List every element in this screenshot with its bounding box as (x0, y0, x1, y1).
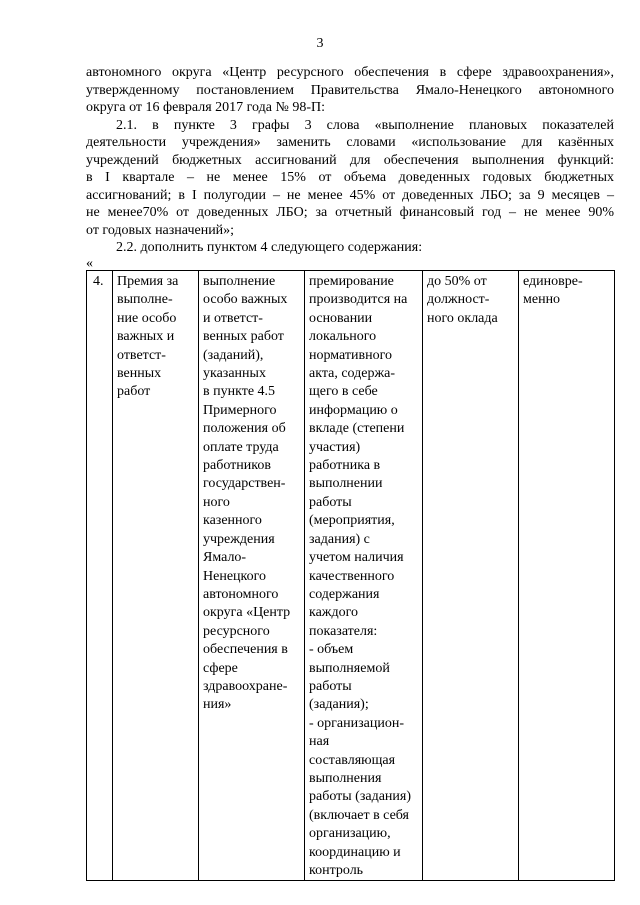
cell-text-line: акта, содержа- (309, 366, 396, 382)
cell-text-line: (мероприятия, (309, 513, 395, 529)
cell-text-line: (заданий), (203, 347, 264, 363)
cell-text-line: организацию, (309, 826, 391, 842)
cell-text-line: работы (309, 678, 352, 694)
cell-text-line: - организацион- (309, 715, 404, 731)
cell-text-line: каждого (309, 605, 358, 621)
cell-number (87, 271, 113, 881)
cell-procedure (305, 271, 423, 881)
cell-text-line: единовре- (523, 274, 583, 289)
paragraph-2-2 (86, 239, 614, 257)
cell-text-line: здравоохране- (203, 678, 288, 694)
cell-text-line: автономного (203, 586, 279, 602)
page-number: 3 (316, 36, 324, 51)
text-line: 2.1. в пункте 3 графы 3 слова «выполнение плановых показателей (116, 117, 614, 133)
cell-text-line: показателя: (309, 623, 378, 639)
cell-text-line: Ямало- (203, 550, 247, 566)
cell-text-line: учреждения (203, 531, 275, 547)
cell-text-line: положения об (203, 421, 286, 437)
text-line: утвержденному постановлением Правительства Ямало-Ненецкого автономного (86, 82, 614, 98)
cell-criteria (199, 271, 305, 881)
cell-text-line: участия) (309, 439, 361, 455)
cell-text-line: венных (117, 366, 162, 382)
cell-text-line: содержания (309, 586, 380, 602)
cell-text-line: учетом наличия (309, 550, 404, 566)
cell-text-line: указанных (203, 366, 266, 382)
cell-text-line: выполнение (203, 274, 276, 289)
cell-text-line: (задания); (309, 697, 369, 713)
cell-text-line: выполнения (309, 770, 382, 786)
cell-text-line: обеспечения в (203, 642, 288, 658)
cell-text-line: государствен- (203, 476, 286, 492)
table-row (87, 271, 615, 881)
cell-text-line: премирование (309, 274, 394, 289)
cell-text-line: сфере (203, 660, 238, 676)
cell-text-line: нормативного (309, 347, 393, 363)
cell-text-line: выполне- (117, 292, 173, 308)
cell-text-line: Премия за (117, 274, 179, 289)
text-line: ассигнований; в I полугодии – не менее 45% от доведенных ЛБО; за 9 месяцев – (86, 187, 614, 203)
cell-text-line: - объем (309, 642, 354, 658)
cell-text-line: ная (309, 734, 330, 750)
cell-text-line: основании (309, 310, 373, 326)
text-line: автономного округа «Центр ресурсного обеспечения в сфере здравоохранения», (86, 65, 614, 80)
cell-title (113, 271, 199, 881)
cell-text-line: локального (309, 329, 377, 345)
cell-text-line: выполнении (309, 476, 383, 492)
cell-text-line: особо важных (203, 292, 288, 308)
cell-text-line: и ответст- (203, 310, 263, 326)
text-line: от годовых назначений»; (86, 222, 235, 238)
cell-text-line: округа «Центр (203, 605, 291, 621)
cell-text-line: работы (задания) (309, 789, 412, 805)
cell-text-line: оплате труда (203, 439, 279, 455)
cell-text-line: 4. (93, 274, 104, 289)
cell-text-line: важных и (117, 329, 175, 345)
cell-text-line: казенного (203, 513, 262, 529)
cell-text-line: ния» (203, 697, 232, 713)
cell-text-line: координацию и (309, 844, 401, 860)
cell-text-line: качественного (309, 568, 395, 584)
cell-text-line: задания) с (309, 531, 370, 547)
cell-text-line: ного оклада (427, 310, 498, 326)
cell-text-line: производится на (309, 292, 408, 308)
cell-text-line: венных работ (203, 329, 284, 345)
cell-text-line: вкладе (степени (309, 421, 405, 437)
cell-text-line: работника в (309, 458, 381, 474)
text-line: 2.2. дополнить пунктом 4 следующего содержания: (116, 240, 423, 255)
cell-frequency (519, 271, 615, 881)
text-line: округа от 16 февраля 2017 года № 98-П: (86, 100, 326, 115)
cell-text-line: щего в себе (309, 384, 378, 400)
cell-amount (423, 271, 519, 881)
cell-text-line: ответст- (117, 347, 166, 363)
cell-text-line: до 50% от (427, 274, 487, 289)
text-line: не менее70% от доведенных ЛБО; за отчетный финансовый год – не менее 90% (86, 205, 614, 220)
cell-text-line: ние особо (117, 310, 177, 326)
text-line: деятельности учреждения» заменить словами «использование для казённых (86, 135, 614, 150)
cell-text-line: работников (203, 458, 271, 474)
cell-text-line: работы (309, 494, 352, 510)
cell-text-line: Ненецкого (203, 568, 267, 584)
cell-text-line: в пункте 4.5 (203, 384, 276, 400)
cell-text-line: составляющая (309, 752, 396, 768)
cell-text-line: выполняемой (309, 660, 390, 676)
cell-text-line: (включает в себя (309, 807, 409, 823)
cell-text-line: информацию о (309, 402, 398, 418)
opening-quote: « (86, 256, 93, 271)
text-line: в I квартале – не менее 15% от объема доведенных годовых бюджетных (86, 170, 614, 185)
bonus-table (86, 270, 615, 881)
cell-text-line: ресурсного (203, 623, 270, 639)
cell-text-line: менно (523, 292, 561, 308)
cell-text-line: Примерного (203, 402, 277, 418)
paragraph-2-1 (86, 117, 614, 240)
cell-text-line: контроль (309, 863, 364, 878)
cell-text-line: работ (117, 384, 151, 400)
cell-text-line: ного (203, 494, 230, 510)
paragraph-intro (86, 64, 614, 257)
paragraph-1 (86, 64, 614, 117)
text-line: учреждений бюджетных ассигнований для обеспечения выполнения функций: (86, 152, 614, 168)
cell-text-line: должност- (427, 292, 490, 308)
